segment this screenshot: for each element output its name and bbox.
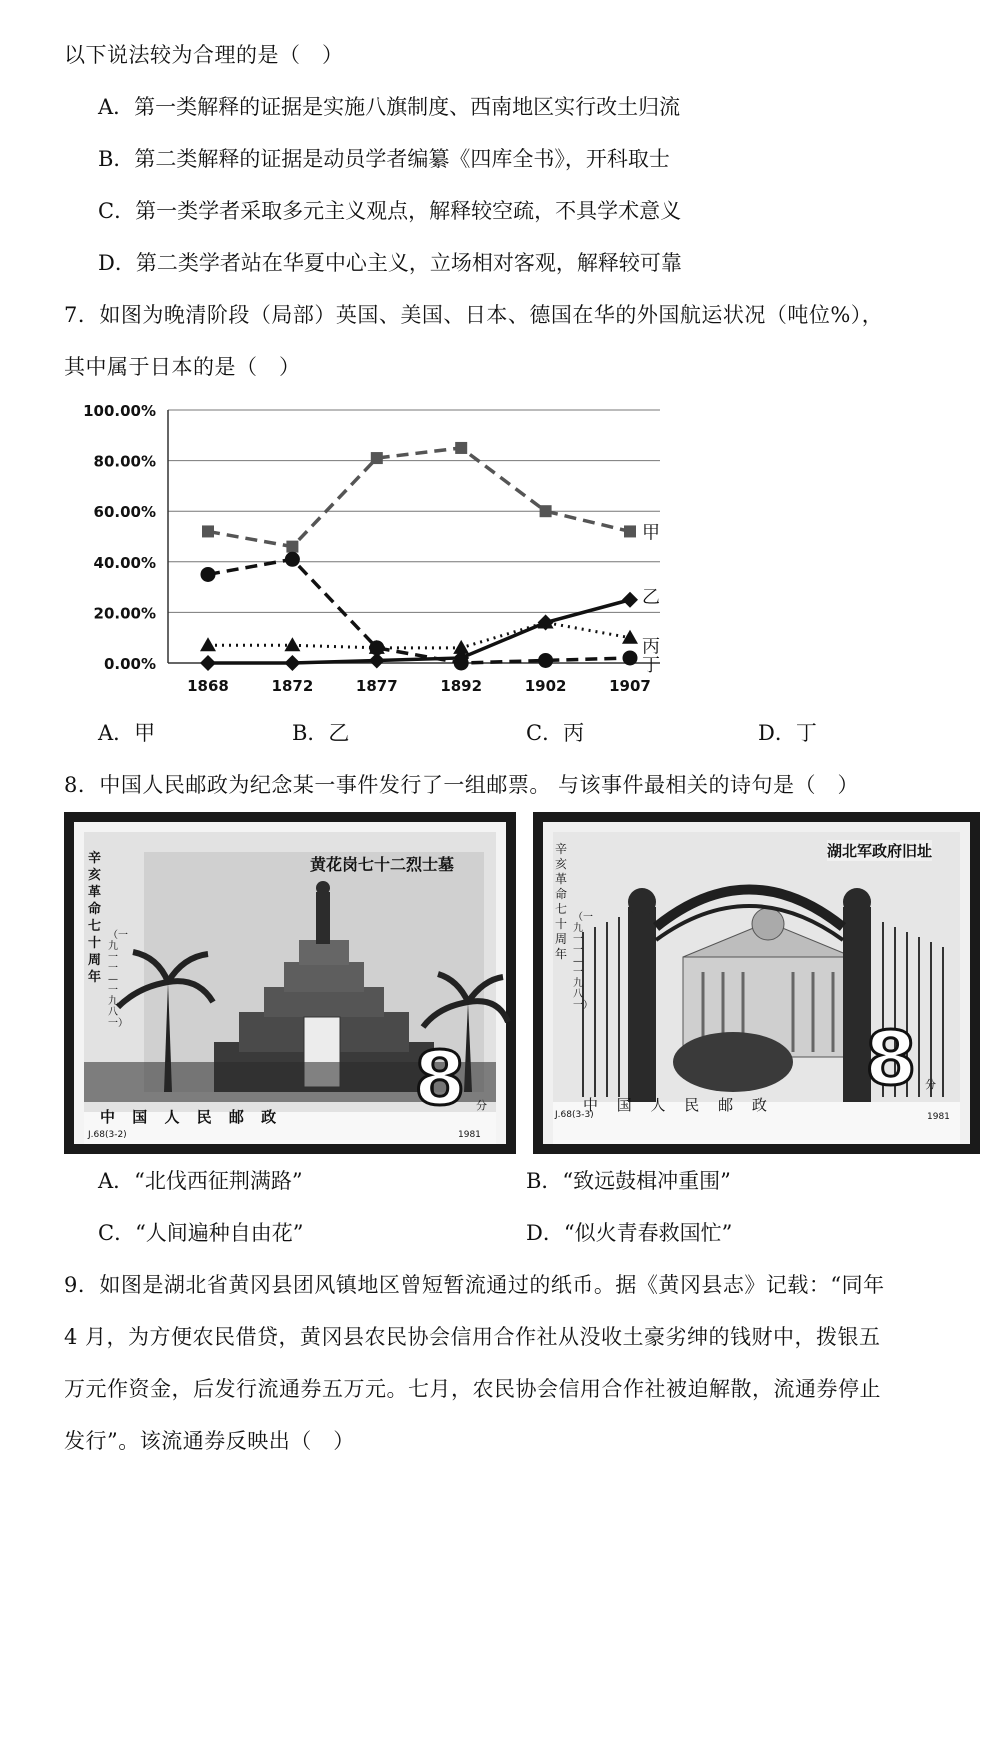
stamp2-code: J.68(3-3) (555, 1110, 594, 1120)
data-point (369, 640, 384, 655)
q7-stem-line2: 其中属于日本的是（ ） (64, 355, 301, 379)
data-point (623, 650, 638, 665)
stamp2-years: （一九一一—一九八一） (573, 912, 593, 1011)
stamp1-unit: 分 (476, 1099, 487, 1112)
x-tick-label: 1868 (187, 677, 229, 695)
stamp2-value: 8 (865, 1016, 917, 1102)
stamp2-postal: 中 国 人 民 邮 政 (583, 1096, 774, 1114)
y-tick-label: 80.00% (93, 452, 156, 471)
q6-option-b: B．第二类解释的证据是动员学者编纂《四库全书》，开科取士 (98, 147, 670, 171)
stamp-hubei-military-government (533, 812, 980, 1154)
data-point (622, 592, 638, 608)
y-tick-label: 60.00% (93, 503, 156, 522)
data-point (284, 655, 300, 671)
stamp1-side-text: 辛亥革命七十周年 (88, 851, 102, 985)
q8-option-b: B．“致远鼓楫冲重围” (526, 1169, 731, 1193)
q6-stem-tail: 以下说法较为合理的是（ ） (64, 43, 344, 67)
data-point (454, 656, 469, 671)
stamp1-title: 黄花岗七十二烈士墓 (310, 855, 455, 874)
q8-option-a: A．“北伐西征荆满路” (98, 1169, 303, 1193)
data-point (286, 541, 298, 553)
q9-line-3: 万元作资金，后发行流通券五万元。七月，农民协会信用合作社被迫解散，流通券停止 (64, 1377, 881, 1401)
data-point (455, 442, 467, 454)
q9-line-4: 发行”。该流通券反映出（ ） (64, 1429, 355, 1453)
q8-stem: 8．中国人民邮政为纪念某一事件发行了一组邮票。 与该事件最相关的诗句是（ ） (64, 773, 860, 797)
q8-option-d: D．“似火青春救国忙” (526, 1221, 733, 1245)
data-point (202, 525, 214, 537)
stamp2-side-text: 辛亥革命七十周年 (555, 842, 568, 961)
stamp2-year: 1981 (927, 1112, 950, 1122)
series-line-2 (208, 600, 630, 663)
series-label: 甲 (642, 522, 660, 544)
q9-line-1: 9．如图是湖北省黄冈县团风镇地区曾短暂流通过的纸币。据《黄冈县志》记载：“同年 (64, 1273, 885, 1297)
y-tick-label: 40.00% (93, 553, 156, 572)
y-tick-label: 100.00% (83, 402, 156, 420)
stamp1-value: 8 (414, 1036, 466, 1122)
stamp1-code: J.68(3-2) (88, 1130, 127, 1140)
data-point (453, 640, 469, 654)
series-label: 丁 (642, 654, 660, 676)
q6-option-d: D．第二类学者站在华夏中心主义，立场相对客观，解释较可靠 (98, 251, 682, 275)
q7-option-c: C．丙 (526, 721, 585, 745)
stamp-huanghuagang (64, 812, 516, 1154)
stamp1-year: 1981 (458, 1130, 481, 1140)
data-point (624, 525, 636, 537)
q7-option-a: A．甲 (98, 721, 156, 745)
stamp2-unit: 分 (925, 1078, 936, 1091)
shipping-line-chart (60, 395, 700, 715)
q7-stem-line1: 7．如图为晚清阶段（局部）英国、美国、日本、德国在华的外国航运状况（吨位%）， (64, 303, 884, 327)
x-tick-label: 1872 (271, 677, 314, 695)
q6-option-c: C．第一类学者采取多元主义观点，解释较空疏，不具学术意义 (98, 199, 682, 223)
x-tick-label: 1877 (355, 677, 398, 695)
q6-option-a: A．第一类解释的证据是实施八旗制度、西南地区实行改土归流 (98, 95, 681, 119)
x-tick-label: 1907 (609, 677, 651, 695)
data-point (371, 452, 383, 464)
x-tick-label: 1892 (440, 677, 483, 695)
stamp2-title: 湖北军政府旧址 (827, 842, 933, 860)
y-tick-label: 0.00% (103, 655, 156, 673)
q8-option-c: C．“人间遍种自由花” (98, 1221, 304, 1245)
series-line-3 (208, 623, 630, 648)
x-tick-label: 1902 (524, 677, 567, 695)
data-point (200, 637, 216, 651)
data-point (201, 567, 216, 582)
series-line-1 (208, 448, 630, 547)
q7-option-d: D．丁 (758, 721, 817, 745)
series-label: 丙 (642, 636, 660, 658)
y-tick-label: 20.00% (93, 604, 156, 623)
stamp1-years: （一九一一—一九八一） (108, 930, 128, 1029)
q7-option-b: B．乙 (292, 721, 350, 745)
series-label: 乙 (642, 586, 660, 608)
data-point (285, 552, 300, 567)
q9-line-2: 4 月，为方便农民借贷，黄冈县农民协会信用合作社从没收土豪劣绅的钱财中，拨银五 (64, 1325, 881, 1349)
data-point (538, 653, 553, 668)
stamp1-postal: 中 国 人 民 邮 政 (100, 1108, 283, 1126)
data-point (200, 655, 216, 671)
data-point (540, 505, 552, 517)
